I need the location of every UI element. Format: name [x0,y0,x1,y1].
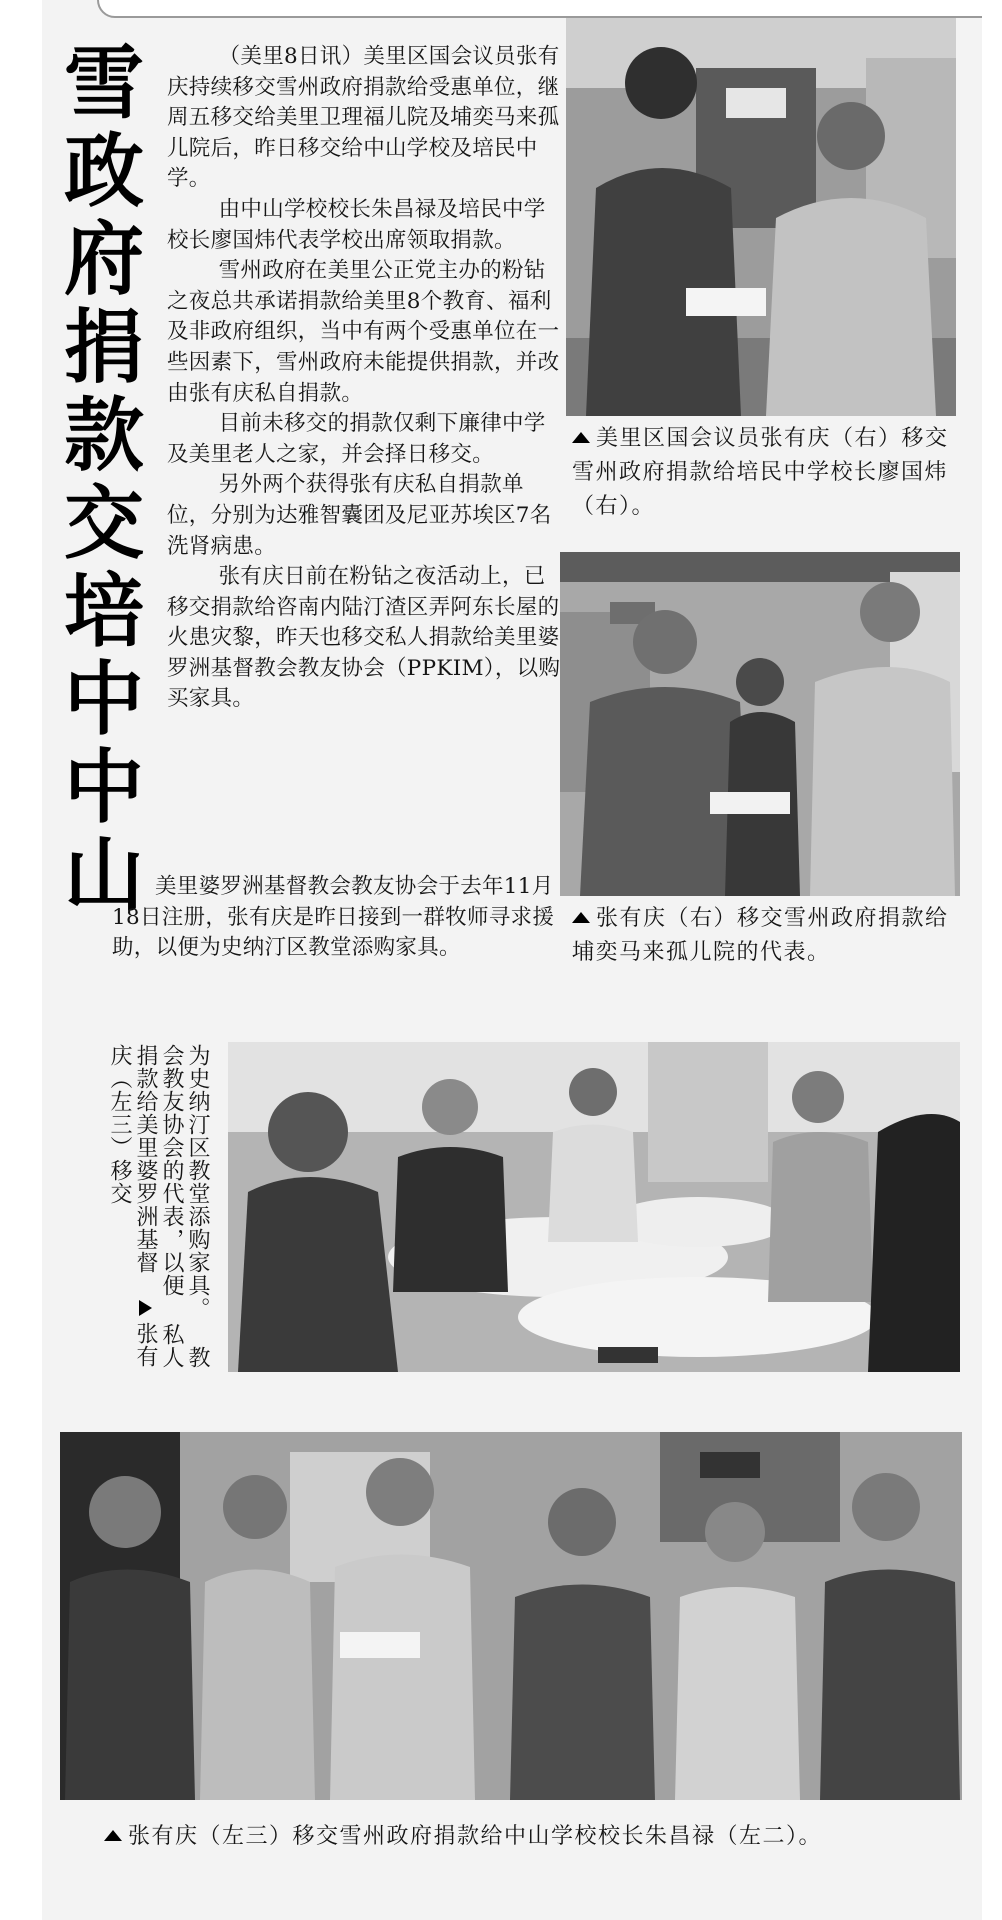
caption-photo1 [572,422,964,524]
article-tail [112,872,574,964]
arrow-up-icon [572,432,590,443]
article-paragraph: 另外两个获得张有庆私自捐款单位，分别为达雅智囊团及尼亚苏埃区7名洗肾病患。 [167,472,552,559]
headline-char: 交 [64,477,144,570]
caption-line: 私人捐款给美里婆罗洲基督 [133,1044,184,1369]
article-paragraph: 张有庆日前在粉钻之夜活动上，已移交捐款给咨南内陆汀渣区弄阿东长屋的火患灾黎，昨天也移交私人捐款给美里婆罗洲基督教会教友协会（PPKIM），以购买家具。 [167,564,561,712]
article-paragraph: 由中山学校校长朱昌禄及培民中学校长廖国炜代表学校出席领取捐款。 [167,196,546,253]
newspaper-page [42,0,982,1920]
arrow-up-icon [572,912,590,923]
photo-handover-orphanage [560,552,960,896]
arrow-right-icon [139,1300,152,1316]
headline [56,37,152,922]
photo-handover-zhongshan [60,1432,962,1800]
caption-text: 美里区国会议员张有庆（右）移交雪州政府捐款给培民中学校长廖国炜（右）。 [572,426,949,519]
caption-line: 为史纳汀区教堂添购家具。 [185,1044,210,1320]
headline-char: 中 [64,653,144,746]
caption-text: 张有庆（右）移交雪州政府捐款给埔奕马来孤儿院的代表。 [572,906,949,965]
headline-char: 山 [64,829,144,922]
article-paragraph: （美里8日讯）美里区国会议员张有庆持续移交雪州政府捐款给受惠单位，继周五移交给美里卫理福儿院及埔奕马来孤儿院后，昨日移交给中山学校及培民中学。 [167,44,560,192]
caption-photo4 [60,1818,962,1856]
headline-char: 中 [64,741,144,834]
article-paragraph: 目前未移交的捐款仅剩下廉律中学及美里老人之家，并会择日移交。 [167,411,546,467]
headline-char: 捐 [64,301,144,394]
page-top-frame [97,0,982,18]
caption-photo2 [572,902,964,970]
article-body [167,42,567,715]
headline-char: 政 [64,125,144,218]
headline-char: 款 [64,389,144,482]
article-paragraph: 雪州政府在美里公正党主办的粉钻之夜总共承诺捐款给美里8个教育、福利及非政府组织，当中有两个受惠单位在一些因素下，雪州政府未能提供捐款，并改由张有庆私自捐款。 [167,258,560,406]
caption-photo3 [82,1044,210,1384]
headline-char: 雪 [64,37,144,130]
article-paragraph: 美里婆罗洲基督教会教友协会于去年11月18日注册，张有庆是昨日接到一群牧师寻求援助，以便为史纳汀区教堂添购家具。 [112,874,555,961]
headline-char: 培 [64,565,144,658]
photo-handover-peimin [566,18,956,416]
caption-line: 张有庆（左三）移交 [107,1044,158,1368]
caption-text: 张有庆（左三）移交雪州政府捐款给中山学校校长朱昌禄（左二）。 [128,1824,823,1849]
caption-line: 教会教友协会的代表，以便 [159,1044,210,1369]
headline-char: 府 [64,213,144,306]
photo-ppkim-meeting [228,1042,960,1372]
arrow-up-icon [104,1830,122,1841]
